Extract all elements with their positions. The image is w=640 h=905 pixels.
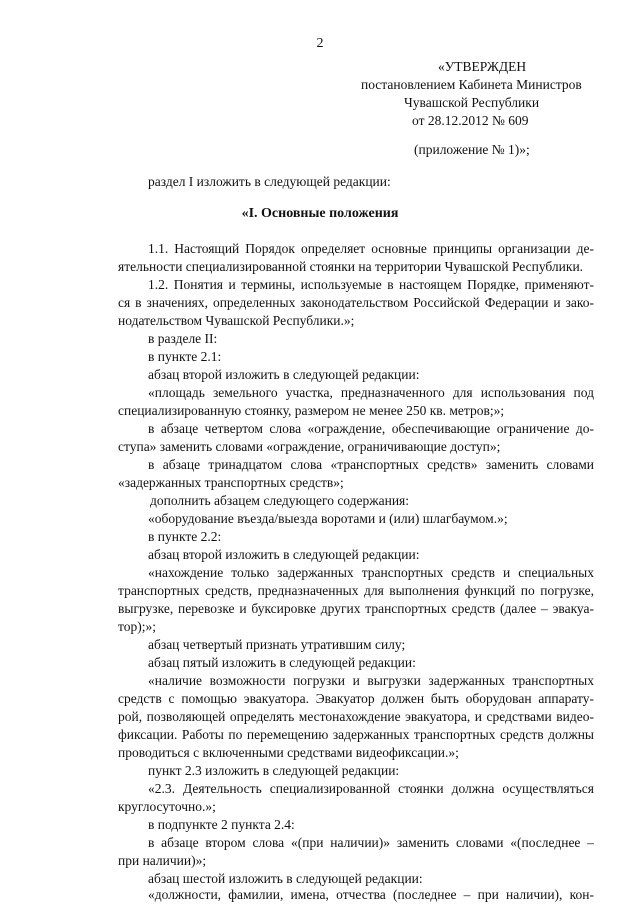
text-line: фиксации. Работы по перемещению задержанных транспортных средств должны xyxy=(118,727,594,742)
text-line: круглосуточно.»; xyxy=(118,799,216,814)
text-line: абзац второй изложить в следующей редакции: xyxy=(148,547,420,562)
approval-title: «УТВЕРЖДЕН xyxy=(438,59,527,74)
text-line: в абзаце втором слова «(при наличии)» заменить словами «(последнее – xyxy=(148,835,594,850)
text-line: «должности, фамилии, имена, отчества (последнее – при наличии), кон- xyxy=(148,887,594,902)
text-line: нодательством Чувашской Республики.»; xyxy=(118,313,355,328)
approval-appendix: (приложение № 1)»; xyxy=(414,142,530,157)
text-line: абзац второй изложить в следующей редакции: xyxy=(148,367,420,382)
text-line: «наличие возможности погрузки и выгрузки задержанных транспортных xyxy=(148,673,594,688)
text-line: в пункте 2.1: xyxy=(148,349,222,364)
approval-date: от 28.12.2012 № 609 xyxy=(412,113,529,128)
text-line: средств с помощью эвакуатора. Эвакуатор должен быть оборудован аппарату- xyxy=(118,691,594,706)
text-line: в абзаце четвертом слова «ограждение, обеспечивающие ограничение до- xyxy=(148,421,594,436)
text-line: проводиться с включенными средствами видеофиксации.»; xyxy=(118,745,459,760)
text-line: «нахождение только задержанных транспортных средств и специальных xyxy=(148,565,594,580)
page-number: 2 xyxy=(316,36,324,51)
text-line: «2.3. Деятельность специализированной стоянки должна осуществляться xyxy=(148,781,594,796)
text-line: абзац шестой изложить в следующей редакции: xyxy=(148,871,423,886)
text-line: ступа» заменить словами «ограждение, ограничивающие доступ»; xyxy=(118,439,501,454)
section-heading: «I. Основные положения xyxy=(241,206,399,221)
intro-line: раздел I изложить в следующей редакции: xyxy=(148,174,391,189)
approval-line: постановлением Кабинета Министров xyxy=(361,77,582,92)
text-line: при наличии)»; xyxy=(118,853,207,868)
text-line: выгрузке, перевозке и буксировке других транспортных средств (далее – эвакуа- xyxy=(118,601,594,616)
text-line: «оборудование въезда/выезда воротами и (или) шлагбаумом.»; xyxy=(148,511,508,526)
text-line: дополнить абзацем следующего содержания: xyxy=(150,493,410,508)
approval-line: Чувашской Республики xyxy=(404,95,540,110)
text-line: абзац четвертый признать утратившим силу; xyxy=(148,637,406,652)
text-line: 1.2. Понятия и термины, используемые в настоящем Порядке, применяют- xyxy=(148,277,594,292)
text-line: в подпункте 2 пункта 2.4: xyxy=(148,817,295,832)
text-line: специализированную стоянку, размером не менее 250 кв. метров;»; xyxy=(118,403,505,418)
text-line: «площадь земельного участка, предназначенного для использования под xyxy=(148,385,594,400)
text-line: рой, позволяющей определять местонахождение эвакуатора, и средствами видео- xyxy=(118,709,594,724)
text-line: в пункте 2.2: xyxy=(148,529,222,544)
text-line: в абзаце тринадцатом слова «транспортных средств» заменить словами xyxy=(148,457,594,472)
text-line: в разделе II: xyxy=(148,331,218,346)
text-line: ся в значениях, определенных законодательством Российской Федерации и зако- xyxy=(118,295,594,310)
text-line: пункт 2.3 изложить в следующей редакции: xyxy=(148,763,400,778)
text-line: ятельности специализированной стоянки на территории Чувашской Республики. xyxy=(118,259,584,274)
text-line: абзац пятый изложить в следующей редакции: xyxy=(148,655,416,670)
text-line: транспортных средств, предназначенных для выполнения функций по погрузке, xyxy=(118,583,594,598)
text-line: тор);»; xyxy=(118,619,156,634)
text-line: 1.1. Настоящий Порядок определяет основные принципы организации де- xyxy=(148,241,594,256)
text-line: «задержанных транспортных средств»; xyxy=(118,475,344,490)
